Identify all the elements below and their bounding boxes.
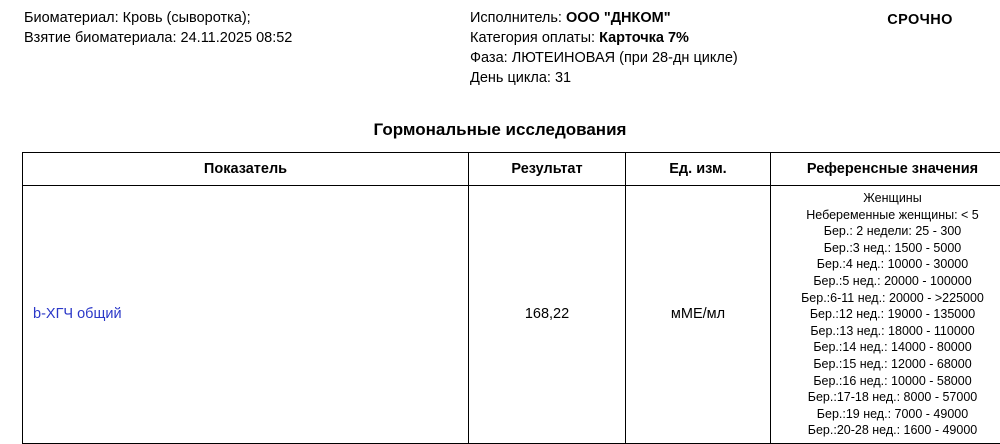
reference-line: Бер.:6-11 нед.: 20000 - >225000 [773, 290, 1000, 307]
reference-line: Бер.:3 нед.: 1500 - 5000 [773, 240, 1000, 257]
phase-label: Фаза: [470, 50, 512, 66]
performer-line [470, 8, 840, 28]
report-header [0, 0, 1000, 88]
cycle-day-value: 31 [555, 70, 571, 86]
urgent-badge: СРОЧНО [840, 12, 1000, 28]
reference-line: Бер.:20-28 нед.: 1600 - 49000 [773, 422, 1000, 439]
header-left-column [0, 8, 470, 48]
reference-line: Бер.: 2 недели: 25 - 300 [773, 223, 1000, 240]
reference-line: Бер.:4 нед.: 10000 - 30000 [773, 256, 1000, 273]
column-header-reference: Референсные значения [771, 153, 1000, 186]
column-header-parameter: Показатель [23, 153, 469, 186]
header-right-column [840, 8, 1000, 28]
reference-line: Бер.:14 нед.: 14000 - 80000 [773, 339, 1000, 356]
reference-line: Женщины [773, 190, 1000, 207]
results-table [22, 152, 1000, 444]
payment-category-value: Карточка 7% [599, 30, 689, 46]
performer-label: Исполнитель: [470, 10, 566, 26]
cycle-day-label: День цикла: [470, 70, 555, 86]
biomaterial-line: Биоматериал: Кровь (сыворотка); [24, 8, 470, 28]
cycle-day-line [470, 68, 840, 88]
results-table-wrapper [0, 152, 1000, 444]
cell-result: 168,22 [469, 186, 626, 444]
reference-line: Бер.:19 нед.: 7000 - 49000 [773, 406, 1000, 423]
header-middle-column [470, 8, 840, 88]
reference-line: Бер.:13 нед.: 18000 - 110000 [773, 323, 1000, 340]
reference-line: Бер.:16 нед.: 10000 - 58000 [773, 373, 1000, 390]
column-header-result: Результат [469, 153, 626, 186]
collection-datetime-line: Взятие биоматериала: 24.11.2025 08:52 [24, 28, 470, 48]
performer-value: ООО "ДНКОМ" [566, 10, 671, 26]
phase-line [470, 48, 840, 68]
reference-line: Бер.:15 нед.: 12000 - 68000 [773, 356, 1000, 373]
cell-reference [771, 186, 1000, 444]
reference-line: Бер.:17-18 нед.: 8000 - 57000 [773, 389, 1000, 406]
column-header-unit: Ед. изм. [626, 153, 771, 186]
reference-line: Бер.:12 нед.: 19000 - 135000 [773, 306, 1000, 323]
reference-line: Небеременные женщины: < 5 [773, 207, 1000, 224]
results-table-body [23, 186, 1000, 444]
reference-line: Бер.:5 нед.: 20000 - 100000 [773, 273, 1000, 290]
cell-parameter[interactable]: b-ХГЧ общий [23, 186, 469, 444]
section-title: Гормональные исследования [0, 120, 1000, 140]
table-header-row [23, 153, 1000, 186]
cell-unit: мМЕ/мл [626, 186, 771, 444]
phase-value: ЛЮТЕИНОВАЯ (при 28-дн цикле) [512, 50, 738, 66]
table-row [23, 186, 1000, 444]
payment-category-line [470, 28, 840, 48]
payment-category-label: Категория оплаты: [470, 30, 599, 46]
results-table-head [23, 153, 1000, 186]
